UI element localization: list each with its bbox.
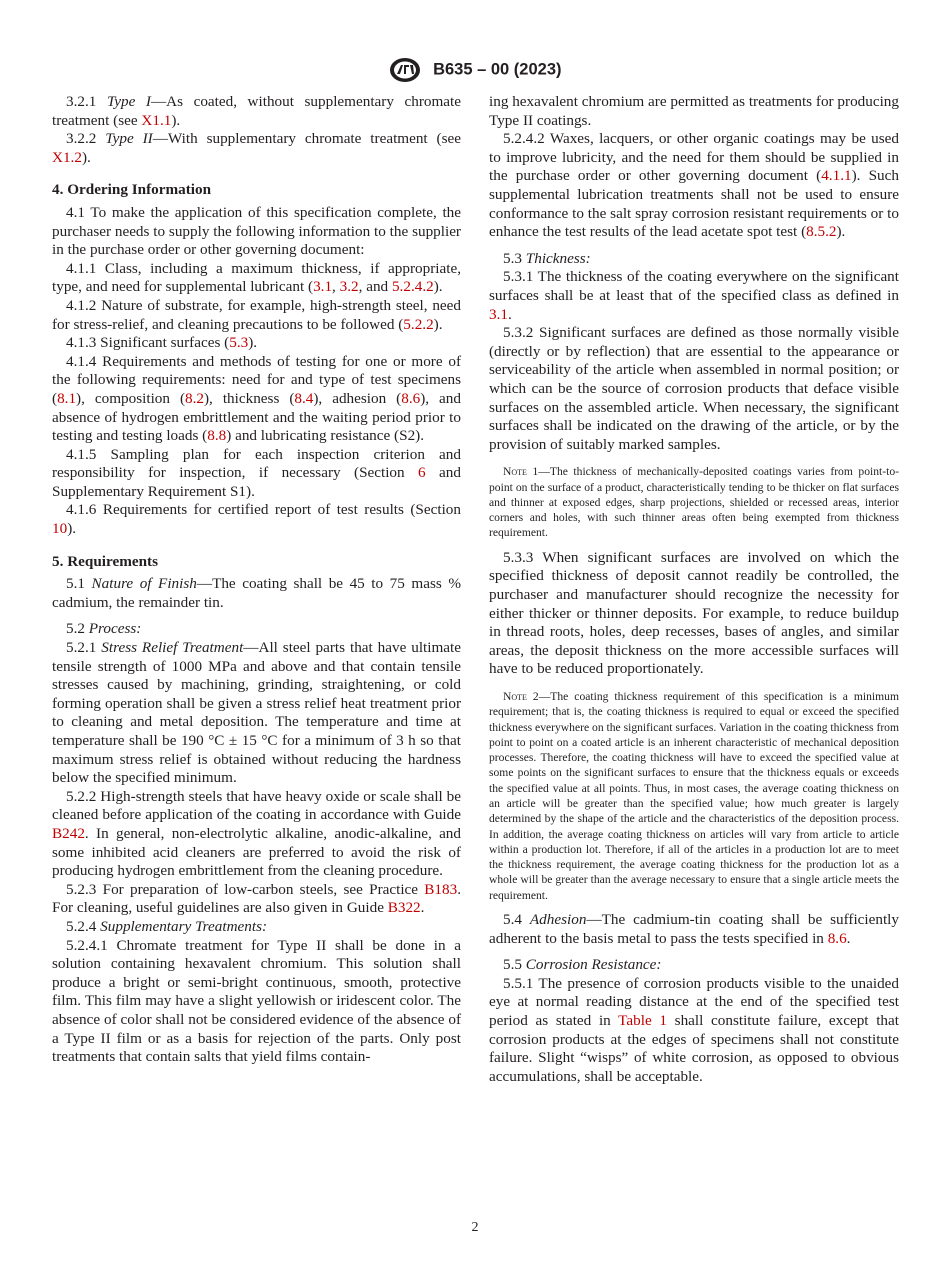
ref-link[interactable]: 3.2 <box>339 278 359 296</box>
para-4-1-2: 4.1.2 Nature of substrate, for example, high-strength steel, need for stress-relief, and cleaning precautions to be followed (5.2.2). <box>52 296 461 333</box>
note-2: Note 2—The coating thickness requirement of this specification is a minimum requirement; that is, the coating thickness is required to equal or exceed the specified thickness everywhere on the significant surfaces. Variation in the coating thickness from point to point on a coated article is an inherent characteristic of mechanical deposition processes. Therefore, the coating thickness will have to exceed the specified value at some points on the significant surfaces to ensure that the thickness equals or exceeds the specified value at all points. Thus, in most cases, the average coating thickness on an article will be greater than the specified value; how much greater is largely determined by the shape of the article and the characteristics of the deposition process. In addition, the average coating thickness on articles will vary from article to article within a production lot. Therefore, if all of the articles in a production lot are to meet the thickness requirement, the average coating thickness for the production lot as a whole will be greater than the average necessary to ensure that a single article meets the requirement. <box>489 689 899 902</box>
para-4-1-4: 4.1.4 Requirements and methods of testing for one or more of the following requirements: need for and type of test specimens (8.1), composition (8.2), thickness (8.4), adhesion (8.6), and absence of hydrogen embrittlement and the waiting period prior to testing and testing loads (8.8) and lubricating resistance (S2). <box>52 352 461 445</box>
ref-link[interactable]: B183 <box>424 880 458 898</box>
para-4-1-5: 4.1.5 Sampling plan for each inspection criterion and responsibility for inspection, if necessary (Section 6 and Supplementary Requirement S1). <box>52 445 461 500</box>
para-3-2-1: 3.2.1 Type I—As coated, without supplementary chromate treatment (see X1.1). <box>52 93 461 129</box>
section-heading-4: 4. Ordering Information <box>52 181 212 199</box>
ref-link[interactable]: X1.2 <box>52 148 82 166</box>
ref-link[interactable]: B242 <box>52 824 85 842</box>
ref-link[interactable]: Table 1 <box>618 1012 667 1030</box>
para-5-4: 5.4 Adhesion—The cadmium-tin coating shall be sufficiently adherent to the basis metal to pass the tests specified in 8.6. <box>489 911 900 947</box>
ref-link[interactable]: 8.6 <box>827 929 847 947</box>
para-continued: ing hexavalent chromium are permitted as treatments for producing Type II coatings. <box>489 93 899 129</box>
ref-link[interactable]: 8.4 <box>294 389 314 407</box>
para-4-1-6: 4.1.6 Requirements for certified report of test results (Section 10). <box>52 501 461 538</box>
para-3-2-2: 3.2.2 Type II—With supplementary chromate treatment (see X1.2). <box>52 130 462 166</box>
para-5-3-2: 5.3.2 Significant surfaces are defined as those normally visible (directly or by reflection) that are essential to the appearance or serviceability of the article when assembled in normal position; or which can be the source of corrosion products that deface visible surfaces on the assembled article. When necessary, the significant surfaces shall be indicated on the drawing of the article, or by the provision of suitably marked samples. <box>489 324 899 453</box>
ref-link[interactable]: 6 <box>418 464 426 482</box>
page-header <box>0 56 950 84</box>
para-5-2-3: 5.2.3 For preparation of low-carbon steels, see Practice B183. For cleaning, useful guidelines are also given in Guide B322. <box>52 880 461 917</box>
para-5-2-4-1: 5.2.4.1 Chromate treatment for Type II shall be done in a solution containing hexavalent chromium. This solution shall produce a bright or semi-bright continuous, smooth, protective film. This film may have a slight yellowish or iridescent color. The absence of color shall not be considered evidence of the absence of a Type II film or as a basis for rejection of the parts. Only post treatments that contain salts that yield films contain- <box>52 936 461 1066</box>
para-5-3-1: 5.3.1 The thickness of the coating everywhere on the significant surfaces shall be at least that of the specified class as defined in 3.1. <box>489 268 899 323</box>
para-5-5-1: 5.5.1 The presence of corrosion products visible to the unaided eye at normal reading distance at the end of the specified test period as stated in Table 1 shall constitute failure, except that corrosion products at the edges of specimens shall not constitute failure. Slight “wisps” of white corrosion, as opposed to obvious accumulations, shall be acceptable. <box>489 974 899 1085</box>
para-4-1-3: 4.1.3 Significant surfaces (5.3). <box>66 334 258 352</box>
para-5-2-2: 5.2.2 High-strength steels that have heavy oxide or scale shall be cleaned before application of the coating in accordance with Guide B242. In general, non-electrolytic alkaline, anodic-alkaline, and some inhibited acid cleaners are preferred to avoid the risk of producing hydrogen embrittlement from the cleaning procedure. <box>52 787 461 880</box>
para-5-2: 5.2 Process: <box>66 620 142 638</box>
ref-link[interactable]: 3.1 <box>313 278 333 296</box>
left-column <box>52 93 461 1067</box>
ref-link[interactable]: 5.2.2 <box>403 315 434 333</box>
para-5-3: 5.3 Thickness: <box>503 249 591 267</box>
section-heading-5: 5. Requirements <box>52 552 159 570</box>
page-number: 2 <box>471 1220 479 1235</box>
ref-link[interactable]: 5.2.4.2 <box>391 278 434 296</box>
right-column <box>489 93 899 1086</box>
para-4-1-1: 4.1.1 Class, including a maximum thickness, if appropriate, type, and need for supplemental lubricant (3.1, 3.2, and 5.2.4.2). <box>52 259 461 296</box>
para-5-1: 5.1 Nature of Finish—The coating shall be 45 to 75 mass % cadmium, the remainder tin. <box>52 575 461 611</box>
ref-link[interactable]: 8.5.2 <box>806 223 837 241</box>
ref-link[interactable]: X1.1 <box>141 111 172 129</box>
para-5-2-1: 5.2.1 Stress Relief Treatment—All steel parts that have ultimate tensile strength of 1000 MPa and above and that contain tensile stresses caused by machining, grinding, straightening, or cold forming operation shall be given a stress relief heat treatment prior to cleaning and metal deposition. The temperature and time at temperature shall be 190 °C ± 15 °C for a minimum of 3 h so that maximum stress relief is obtained without reducing the hardness below the specified minimum. <box>52 639 462 787</box>
para-5-2-4-2: 5.2.4.2 Waxes, lacquers, or other organic coatings may be used to improve lubricity, and the need for them should be supplied in the purchase order or other governing document (4.1.1). Such supplemental lubrication treatments shall not be used to ensure conformance to the salt spray corrosion resistant requirements or to enhance the test results of the lead acetate spot test (8.5.2). <box>489 130 899 241</box>
ref-link[interactable]: 3.1 <box>489 305 508 323</box>
para-5-3-3: 5.3.3 When significant surfaces are involved on which the specified thickness of deposit cannot readily be controlled, the purchaser and manufacturer should recognize the necessity for either thicker or thinner deposits. For example, to reduce buildup in thread roots, holes, deep recesses, bases of angles, and similar areas, the deposit thickness on the more accessible surfaces will have to be reduced proportionately. <box>489 548 899 678</box>
standard-designation: B635 – 00 (2023) <box>433 60 562 79</box>
para-4-1: 4.1 To make the application of this specification complete, the purchaser needs to supply the following information to the supplier in the purchase order or other governing document: <box>52 203 461 259</box>
ref-link[interactable]: B322 <box>387 899 421 917</box>
para-5-2-4: 5.2.4 Supplementary Treatments: <box>66 917 268 935</box>
ref-link[interactable]: 8.1 <box>57 389 77 407</box>
para-5-5: 5.5 Corrosion Resistance: <box>503 956 662 974</box>
astm-logo-icon <box>388 56 422 84</box>
ref-link[interactable]: 8.2 <box>185 389 204 407</box>
ref-link[interactable]: 8.6 <box>401 389 421 407</box>
ref-link[interactable]: 10 <box>52 520 68 538</box>
ref-link[interactable]: 4.1.1 <box>821 167 852 185</box>
note-1: Note 1—The thickness of mechanically-deposited coatings varies from point-to-point on the surface of a product, characteristically tending to be thicker on flat surfaces and thinner at exposed edges, sharp projections, shielded or recessed areas, interior corners and holes, with such thinner areas often being exempted from thickness requirement. <box>489 465 899 540</box>
ref-link[interactable]: 8.8 <box>207 427 227 445</box>
ref-link[interactable]: 5.3 <box>229 334 249 352</box>
